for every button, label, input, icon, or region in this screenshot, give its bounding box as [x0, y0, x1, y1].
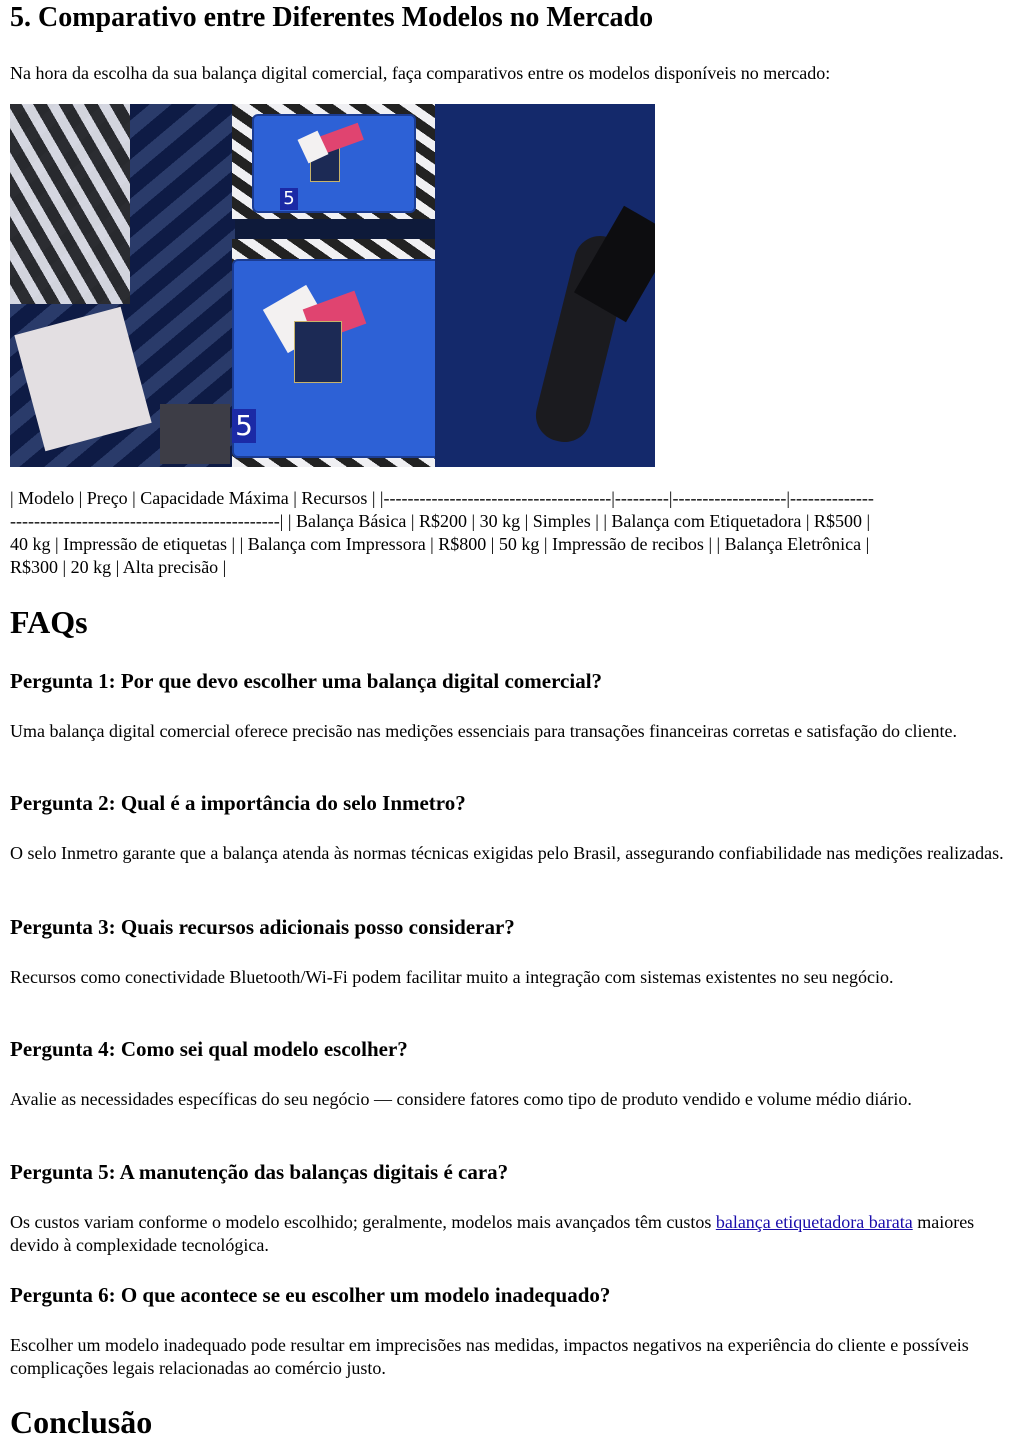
faq-answer-5 — [10, 1211, 1010, 1257]
photo-inset-bottom — [232, 239, 435, 467]
faq-question-6: Pergunta 6: O que acontece se eu escolher um modelo inadequado? — [10, 1283, 611, 1307]
faq-answer-6: Escolher um modelo inadequado pode resultar em imprecisões nas medidas, impactos negativos na experiência do cliente e possíveis complicações legais relacionadas ao comércio justo. — [10, 1335, 969, 1378]
intro-paragraph: Na hora da escolha da sua balança digital comercial, faça comparativos entre os modelos disponíveis no mercado: — [10, 63, 831, 83]
photo-background-right — [435, 104, 655, 467]
table-line-2: ---------------------------------------------| | Balança Básica | R$200 | 30 kg | Simples | | Balança com Etiquetadora | R$500 | — [10, 511, 871, 531]
table-line-1: | Modelo | Preço | Capacidade Máxima | Recursos | |--------------------------------------|---------|-------------------|-------------- — [10, 488, 874, 508]
faq-answer-3: Recursos como conectividade Bluetooth/Wi-Fi podem facilitar muito a integração com sistemas existentes no seu negócio. — [10, 967, 894, 987]
faq-answer-4: Avalie as necessidades específicas do seu negócio — considere fatores como tipo de produto vendido e volume médio diário. — [10, 1089, 912, 1109]
faq-answer-5-before: Os custos variam conforme o modelo escolhido; geralmente, modelos mais avançados têm custos — [10, 1212, 716, 1232]
faq-question-1: Pergunta 1: Por que devo escolher uma balança digital comercial? — [10, 669, 603, 693]
faqs-heading: FAQs — [10, 604, 88, 640]
photo-number-badge: 5 — [232, 409, 256, 443]
photo-background-left — [10, 104, 235, 467]
comparison-table-text — [10, 487, 1014, 579]
faq-question-3: Pergunta 3: Quais recursos adicionais posso considerar? — [10, 915, 515, 939]
photo-inset-top — [232, 104, 435, 219]
conclusion-heading: Conclusão — [10, 1404, 153, 1440]
section-heading: 5. Comparativo entre Diferentes Modelos no Mercado — [10, 2, 654, 33]
faq-answer-2: O selo Inmetro garante que a balança atenda às normas técnicas exigidas pelo Brasil, assegurando confiabilidade nas medições realizadas. — [10, 843, 1004, 863]
faq-question-4: Pergunta 4: Como sei qual modelo escolher? — [10, 1037, 408, 1061]
balanca-etiquetadora-link[interactable]: balança etiquetadora barata — [715, 1212, 913, 1232]
luggage-photo — [10, 104, 655, 467]
table-line-3: 40 kg | Impressão de etiquetas | | Balança com Impressora | R$800 | 50 kg | Impressão de recibos | | Balança Eletrônica | — [10, 534, 870, 554]
faq-question-5: Pergunta 5: A manutenção das balanças digitais é cara? — [10, 1160, 509, 1184]
faq-answer-5-after: maiores devido à complexidade tecnológica. — [10, 1212, 975, 1255]
faq-answer-1: Uma balança digital comercial oferece precisão nas medições essenciais para transações financeiras corretas e satisfação do cliente. — [10, 721, 958, 741]
faq-question-2: Pergunta 2: Qual é a importância do selo Inmetro? — [10, 791, 466, 815]
photo-number-badge: 5 — [280, 188, 298, 210]
table-line-4: R$300 | 20 kg | Alta precisão | — [10, 557, 227, 577]
